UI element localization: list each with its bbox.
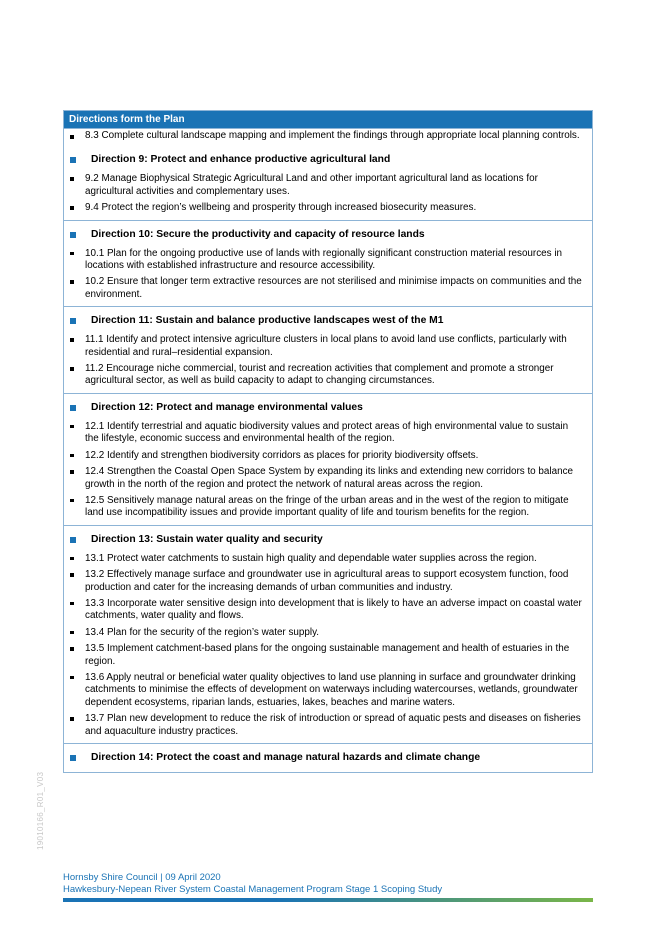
list-item xyxy=(64,332,588,361)
direction-section xyxy=(64,306,592,393)
item-text: 8.3 Complete cultural landscape mapping and implement the findings through appropriate local planning controls. xyxy=(85,130,580,141)
list-item xyxy=(64,625,588,641)
item-text: 12.4 Strengthen the Coastal Open Space System by expanding its links and extending new corridors to balance growth in the north of the region and protect the network of natural areas across the region. xyxy=(85,466,574,490)
list-item xyxy=(64,493,588,522)
bullet-icon xyxy=(70,499,74,503)
directions-table xyxy=(63,110,593,773)
bullet-icon xyxy=(70,135,74,139)
table-header: Directions form the Plan xyxy=(64,111,592,128)
direction-title: Direction 12: Protect and manage environmental values xyxy=(91,401,363,413)
list-item xyxy=(64,596,588,625)
item-list xyxy=(64,129,592,146)
footer-council-date: Hornsby Shire Council | 09 April 2020 xyxy=(63,872,221,883)
bullet-icon xyxy=(70,280,74,284)
bullet-icon xyxy=(70,425,74,429)
item-text: 11.2 Encourage niche commercial, tourist and recreation activities that complement and promote a stronger agricultural sector, as well as build capacity to adapt to changing circumstances. xyxy=(85,363,554,387)
item-list xyxy=(64,171,592,219)
item-list xyxy=(64,246,592,307)
list-item xyxy=(64,419,588,448)
direction-heading xyxy=(64,526,592,551)
list-item xyxy=(64,200,588,216)
footer-study-title: Hawkesbury-Nepean River System Coastal Management Program Stage 1 Scoping Study xyxy=(63,883,443,895)
direction-section xyxy=(64,393,592,525)
item-text: 13.4 Plan for the security of the region’s water supply. xyxy=(85,626,320,638)
item-text: 13.5 Implement catchment-based plans for the ongoing sustainable management and health of estuaries in the region. xyxy=(85,643,570,667)
list-item xyxy=(64,641,588,670)
square-bullet-icon xyxy=(70,537,76,543)
list-item xyxy=(64,171,588,200)
direction-section xyxy=(64,146,592,219)
bullet-icon xyxy=(70,454,74,458)
item-list xyxy=(64,332,592,393)
direction-heading xyxy=(64,307,592,332)
page-footer xyxy=(63,872,593,902)
list-item xyxy=(64,361,588,390)
item-text: 13.2 Effectively manage surface and groundwater use in agricultural areas to support ecosystem function, food production and cater for the increasing demands of urban communities and industry. xyxy=(85,569,569,593)
item-text: 13.6 Apply neutral or beneficial water quality objectives to land use planning in surface and groundwater drinking catchments to minimise the effects of development on waterways including watercourses, wetlands, groundwater dependent ecosystems, riparian lands, estuaries, lakes, beaches and marine waters. xyxy=(85,671,578,708)
direction-heading xyxy=(64,394,592,419)
direction-heading xyxy=(64,146,592,171)
list-item xyxy=(64,711,588,740)
bullet-icon xyxy=(70,367,74,371)
item-text: 11.1 Identify and protect intensive agriculture clusters in local plans to avoid land use conflicts, particularly with residential and rural–residential expansion. xyxy=(85,334,567,358)
direction-section xyxy=(64,220,592,307)
list-item xyxy=(64,246,588,275)
list-item xyxy=(64,464,588,493)
item-text: 13.7 Plan new development to reduce the risk of introduction or spread of aquatic pests and diseases on fisheries and aquaculture industry practices. xyxy=(85,713,581,737)
bullet-icon xyxy=(70,177,74,181)
bullet-icon xyxy=(70,206,74,210)
square-bullet-icon xyxy=(70,157,76,163)
direction-section xyxy=(64,743,592,772)
direction-title: Direction 14: Protect the coast and manage natural hazards and climate change xyxy=(91,752,481,763)
item-text: 9.4 Protect the region’s wellbeing and prosperity through increased biosecurity measures. xyxy=(85,202,477,214)
bullet-icon xyxy=(70,252,74,256)
item-text: 10.1 Plan for the ongoing productive use of lands with regionally significant construction material resources in locations with established infrastructure and resource accessibility. xyxy=(85,247,563,272)
list-item xyxy=(64,551,588,567)
bullet-icon xyxy=(70,631,74,635)
directions-list xyxy=(64,146,592,772)
footer-rule xyxy=(63,898,593,902)
item-text: 12.2 Identify and strengthen biodiversity corridors as places for priority biodiversity offsets. xyxy=(85,449,479,461)
item-text: 12.5 Sensitively manage natural areas on the fringe of the urban areas and in the west of the region to mitigate land use incompatibility issues and provide important quality of life and tourism benefits for the region. xyxy=(85,494,569,519)
bullet-icon xyxy=(70,470,74,474)
direction-title: Direction 9: Protect and enhance productive agricultural land xyxy=(91,154,391,166)
list-item xyxy=(64,567,588,596)
item-list xyxy=(64,551,592,743)
direction-title: Direction 10: Secure the productivity and capacity of resource lands xyxy=(91,228,425,240)
bullet-icon xyxy=(70,717,74,721)
bullet-icon xyxy=(70,676,74,680)
table-section xyxy=(64,128,592,146)
document-reference: 19010166_R01_V03 xyxy=(36,771,45,850)
item-text: 13.3 Incorporate water sensitive design into development that is likely to have an adverse impact on coastal water catchments, water quality and flows. xyxy=(85,597,582,622)
bullet-icon xyxy=(70,647,74,651)
item-text: 10.2 Ensure that longer term extractive resources are not sterilised and minimise impacts on communities and the environment. xyxy=(85,276,582,300)
item-text: 9.2 Manage Biophysical Strategic Agricultural Land and other important agricultural land as locations for agricultural activities and complementary uses. xyxy=(85,173,538,197)
direction-heading xyxy=(64,744,592,772)
bullet-icon xyxy=(70,338,74,342)
item-text: 12.1 Identify terrestrial and aquatic biodiversity values and protect areas of high environmental value to sustain the lifestyle, economic success and environmental health of the region. xyxy=(85,420,569,445)
direction-section xyxy=(64,525,592,743)
bullet-icon xyxy=(70,602,74,606)
item-text: 13.1 Protect water catchments to sustain high quality and dependable water supplies across the region. xyxy=(85,552,537,564)
direction-title: Direction 11: Sustain and balance productive landscapes west of the M1 xyxy=(91,315,444,327)
list-item xyxy=(64,274,588,303)
square-bullet-icon xyxy=(70,232,76,238)
bullet-icon xyxy=(70,557,74,561)
item-list xyxy=(64,419,592,525)
square-bullet-icon xyxy=(70,405,76,411)
list-item xyxy=(64,129,588,144)
list-item xyxy=(64,670,588,711)
bullet-icon xyxy=(70,573,74,577)
square-bullet-icon xyxy=(70,755,76,761)
list-item xyxy=(64,448,588,464)
direction-heading xyxy=(64,221,592,246)
direction-title: Direction 13: Sustain water quality and security xyxy=(91,533,323,545)
square-bullet-icon xyxy=(70,318,76,324)
